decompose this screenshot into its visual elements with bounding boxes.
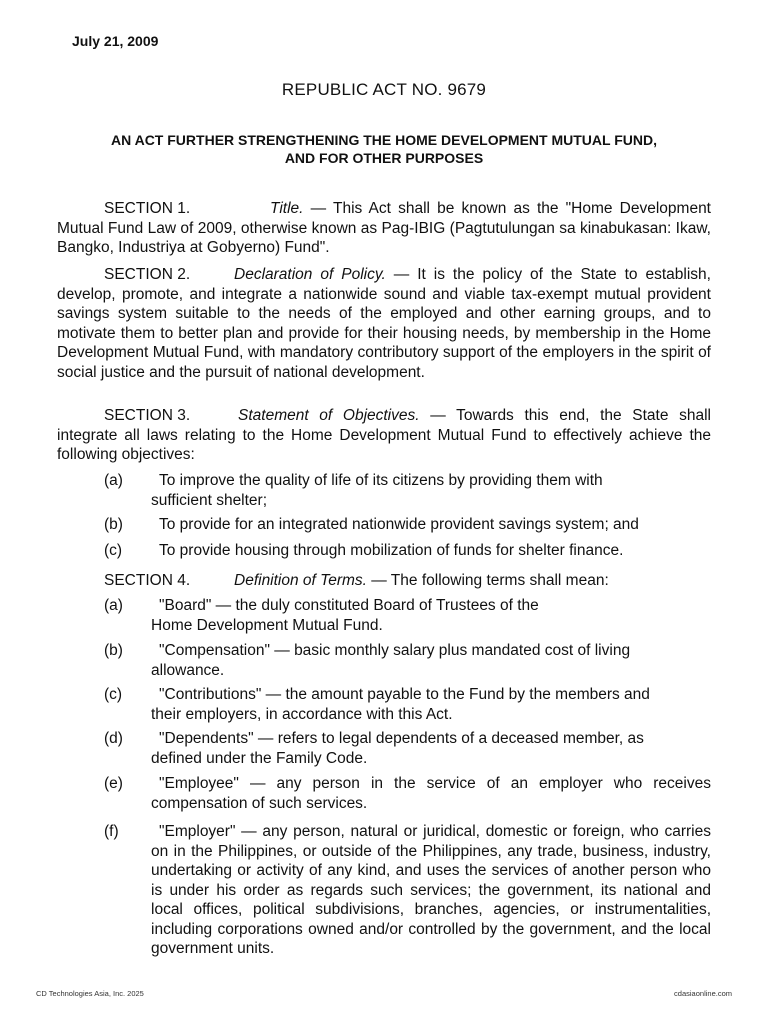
section-1-text: — This Act shall be known as the "Home Development Mutual Fund Law of 2009, otherwise known as Pag-IBIG (Pagtutulungan sa kinabukasan: Ikaw, Bangko, Industriya at Gobyerno) Fund".: [57, 200, 711, 256]
item-text-line1: To provide for an integrated nationwide provident savings system; and: [159, 516, 639, 533]
item-text-line1: To provide housing through mobilization of funds for shelter finance.: [159, 542, 624, 559]
item-label: (b): [104, 642, 123, 659]
section-2-text: — It is the policy of the State to establish, develop, promote, and integrate a nationwide sound and viable tax-exempt mutual provident savings system suitable to the needs of the employed and other earning groups, and to motivate them to better plan and provide for their housing needs, by membership in the Home Development Mutual Fund, with mandatory contributory support of the employers in the spirit of social justice and the pursuit of national development.: [57, 266, 711, 381]
item-label: (f): [104, 823, 119, 840]
section-4-text: — The following terms shall mean:: [371, 572, 609, 589]
section-4-item-b: [104, 641, 711, 680]
section-4: [57, 571, 711, 591]
section-2-label: SECTION 2.: [104, 266, 191, 283]
act-title-line1: AN ACT FURTHER STRENGTHENING THE HOME DEVELOPMENT MUTUAL FUND,: [111, 132, 657, 148]
item-text-body: "Employer" — any person, natural or juridical, domestic or foreign, who carries on in the Philippines, or outside of the Philippines, any trade, business, industry, undertaking or activity of any kind, and uses the services of another person who is under his order as regards such services; the government, its national and local offices, political subdivisions, branches, agencies, or instrumentalities, including corporations owned and/or controlled by the government, and the local government units.: [151, 823, 711, 957]
item-text: [151, 729, 711, 768]
section-4-item-c: [104, 685, 711, 724]
section-4-item-d: [104, 729, 711, 768]
section-3-heading: Statement of Objectives.: [238, 407, 420, 424]
section-3-item-c: [104, 541, 711, 561]
item-text-line1: "Board" — the duly constituted Board of Trustees of the: [159, 597, 539, 614]
section-4-heading: Definition of Terms.: [234, 572, 367, 589]
section-4-item-a: [104, 596, 711, 635]
footer-website: cdasiaonline.com: [674, 989, 732, 998]
item-label: (a): [104, 472, 123, 489]
act-title: [60, 131, 708, 167]
section-1-label: SECTION 1.: [104, 200, 191, 217]
section-3: [57, 406, 711, 465]
item-text-line1: "Dependents" — refers to legal dependents of a deceased member, as: [159, 730, 644, 747]
item-label: (c): [104, 542, 123, 559]
section-4-item-f: [104, 822, 711, 959]
item-text-line2: allowance.: [151, 661, 225, 679]
item-text-line2: defined under the Family Code.: [151, 749, 368, 767]
item-label: (e): [104, 775, 123, 792]
item-text: [151, 685, 711, 724]
item-text-line1: "Contributions" — the amount payable to the Fund by the members and: [159, 686, 650, 703]
item-text-line1: "Compensation" — basic monthly salary plus mandated cost of living: [159, 642, 631, 659]
item-label: (a): [104, 597, 123, 614]
section-2-heading: Declaration of Policy.: [234, 266, 386, 283]
item-text: [151, 541, 711, 561]
section-3-item-a: [104, 471, 711, 510]
item-text-line2: their employers, in accordance with this Act.: [151, 705, 453, 723]
item-label: (d): [104, 730, 123, 747]
act-title-line2: AND FOR OTHER PURPOSES: [284, 150, 484, 166]
section-3-item-b: [104, 515, 711, 535]
item-label: (c): [104, 686, 123, 703]
item-label: (b): [104, 516, 123, 533]
item-text: [151, 515, 711, 535]
section-3-text: — Towards this end, the State shall integrate all laws relating to the Home Development Mutual Fund to effectively achieve the following objectives:: [57, 407, 711, 463]
section-1: [57, 199, 711, 258]
item-text: [151, 596, 711, 635]
section-3-label: SECTION 3.: [104, 407, 191, 424]
section-2: [57, 265, 711, 382]
item-text: [151, 641, 711, 680]
section-1-heading: Title.: [270, 200, 304, 217]
document-date: July 21, 2009: [72, 33, 159, 49]
item-text: [151, 471, 711, 510]
section-4-label: SECTION 4.: [104, 572, 191, 589]
footer-publisher: CD Technologies Asia, Inc. 2025: [36, 989, 144, 998]
act-number: REPUBLIC ACT NO. 9679: [281, 80, 487, 99]
section-4-item-e: [104, 774, 711, 813]
item-text-line2: Home Development Mutual Fund.: [151, 616, 383, 634]
item-text-line2: sufficient shelter;: [151, 491, 268, 509]
item-text-body: "Employee" — any person in the service of an employer who receives compensation of such services.: [151, 775, 711, 812]
item-text: [151, 822, 711, 959]
item-text: [151, 774, 711, 813]
item-text-line1: To improve the quality of life of its citizens by providing them with: [159, 472, 603, 489]
